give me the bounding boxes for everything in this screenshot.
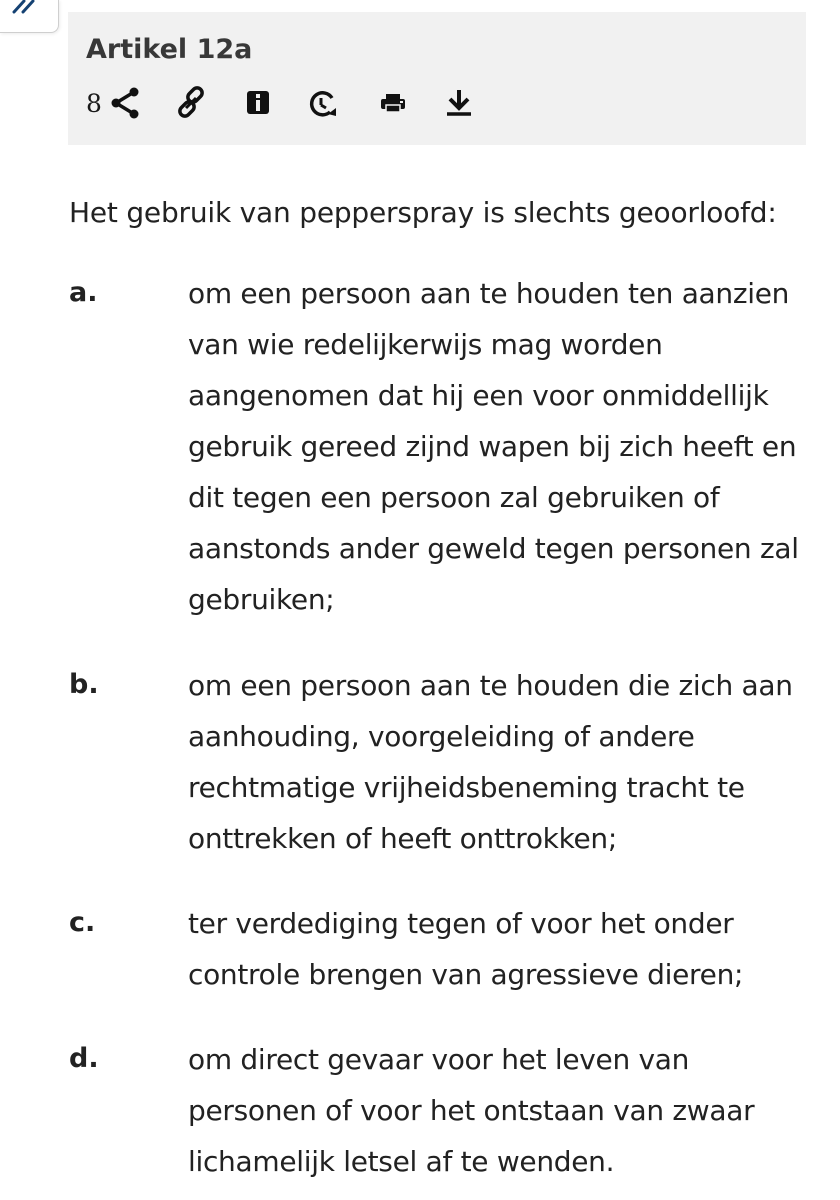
item-letter: a. xyxy=(69,277,98,308)
history-button[interactable] xyxy=(306,86,340,120)
download-icon xyxy=(442,86,476,120)
history-icon xyxy=(306,86,340,120)
article-intro: Het gebruik van pepperspray is slechts geoorloofd: xyxy=(69,196,777,229)
share-icon xyxy=(108,86,142,120)
copy-link-button[interactable] xyxy=(174,86,208,120)
item-text: om een persoon aan te houden die zich aan aanhouding, voorgeleiding of andere rechtmatige vrijheidsbeneming tracht te onttrekken of heeft onttrokken; xyxy=(188,669,793,855)
info-button[interactable] xyxy=(241,86,275,120)
item-text: om direct gevaar voor het leven van personen of voor het ontstaan van zwaar lichamelijk letsel af te wenden. xyxy=(188,1043,755,1178)
print-icon xyxy=(376,86,410,120)
item-letter: c. xyxy=(69,907,96,938)
corner-tab[interactable] xyxy=(0,0,59,33)
item-text: ter verdediging tegen of voor het onder controle brengen van agressieve dieren; xyxy=(188,907,744,991)
item-letter: d. xyxy=(69,1043,99,1074)
item-letter: b. xyxy=(69,669,99,700)
link-icon xyxy=(174,86,208,120)
share-count: 8 xyxy=(86,89,102,118)
article-header xyxy=(68,12,806,145)
download-button[interactable] xyxy=(442,86,476,120)
info-icon xyxy=(241,86,275,120)
item-text: om een persoon aan te houden ten aanzien van wie redelijkerwijs mag worden aangenomen dat hij een voor onmiddellijk gebruik gereed zijnd wapen bij zich heeft en dit tegen een persoon zal gebruiken of aanstonds ander geweld tegen personen zal gebruiken; xyxy=(188,277,799,616)
print-button[interactable] xyxy=(376,86,410,120)
share-button[interactable] xyxy=(108,86,142,120)
article-title: Artikel 12a xyxy=(86,34,253,65)
double-slash-icon xyxy=(10,0,40,14)
